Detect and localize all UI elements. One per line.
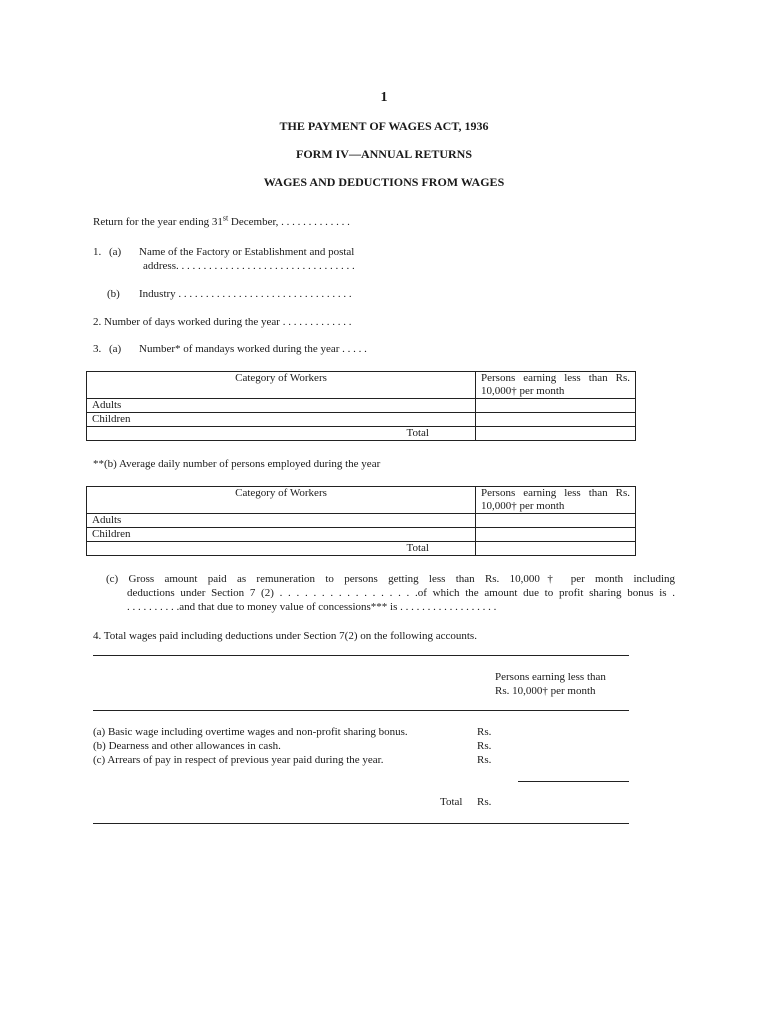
divider-bottom [93,823,629,824]
earning-header: Persons earning less than Rs. 10,000† per month [476,372,636,399]
gross-amount-line-2: deductions under Section 7 (2) . . . . . . . . . . . . . . . . .of which the amount due to profit sharing bonus is . [127,587,675,599]
return-year-prefix: Return for the year ending 31 [93,216,223,228]
arrears-currency: Rs. [477,754,492,766]
cell-total-value [476,427,636,441]
row-adults: Adults [87,399,476,413]
return-year-line [93,213,350,230]
gross-amount-line-1: (c) Gross amount paid as remuneration to persons getting less than Rs. 10,000† per month including [106,573,675,585]
page-number: 1 [380,90,388,105]
total-label: Total [440,796,463,808]
cell-adults-value [476,514,636,528]
wages-column-header-2: Rs. 10,000† per month [495,685,596,697]
act-title: THE PAYMENT OF WAGES ACT, 1936 [279,119,489,133]
cell-children-value [476,528,636,542]
factory-address-label: address. . . . . . . . . . . . . . . . . . . . . . . . . . . . . . . . . [143,260,355,272]
item1b-label: (b) [107,288,120,300]
category-header: Category of Workers [87,487,476,514]
mandays-table [86,371,636,441]
row-total: Total [87,427,476,441]
total-wages-label: 4. Total wages paid including deductions under Section 7(2) on the following accounts. [93,630,477,642]
cell-children-value [476,413,636,427]
item3-number: 3. [93,343,102,355]
factory-name-label: Name of the Factory or Establishment and postal [139,246,355,258]
gross-amount-line-3: . . . . . . . . . .and that due to money value of concessions*** is . . . . . . . . . . . . . . . . . . [127,601,497,613]
item1-number: 1. [93,246,102,258]
days-worked-label: 2. Number of days worked during the year . . . . . . . . . . . . . [93,316,352,328]
form-title: FORM IV—ANNUAL RETURNS [295,147,472,161]
dearness-label: (b) Dearness and other allowances in cash. [93,740,281,752]
arrears-label: (c) Arrears of pay in respect of previous year paid during the year. [93,754,384,766]
row-children: Children [87,413,476,427]
item1a-label: (a) [109,246,122,258]
basic-wage-label: (a) Basic wage including overtime wages and non-profit sharing bonus. [93,726,408,738]
industry-label: Industry . . . . . . . . . . . . . . . . . . . . . . . . . . . . . . . . [139,288,352,300]
return-year-suffix: December, . . . . . . . . . . . . . [228,216,350,228]
return-year-sup: st [222,213,229,223]
cell-adults-value [476,399,636,413]
basic-wage-currency: Rs. [477,726,492,738]
mandays-label: Number* of mandays worked during the year . . . . . [139,343,367,355]
row-adults: Adults [87,514,476,528]
divider-header [93,710,629,711]
sum-line [518,781,629,782]
item3a-label: (a) [109,343,122,355]
row-children: Children [87,528,476,542]
dearness-currency: Rs. [477,740,492,752]
average-daily-label: **(b) Average daily number of persons employed during the year [93,458,381,470]
cell-total-value [476,542,636,556]
divider-top [93,655,629,656]
total-currency: Rs. [477,796,492,808]
average-daily-table [86,486,636,556]
earning-header: Persons earning less than Rs. 10,000† per month [476,487,636,514]
row-total: Total [87,542,476,556]
category-header: Category of Workers [87,372,476,399]
wages-column-header-1: Persons earning less than [495,671,606,683]
form-subject: WAGES AND DEDUCTIONS FROM WAGES [263,175,505,189]
